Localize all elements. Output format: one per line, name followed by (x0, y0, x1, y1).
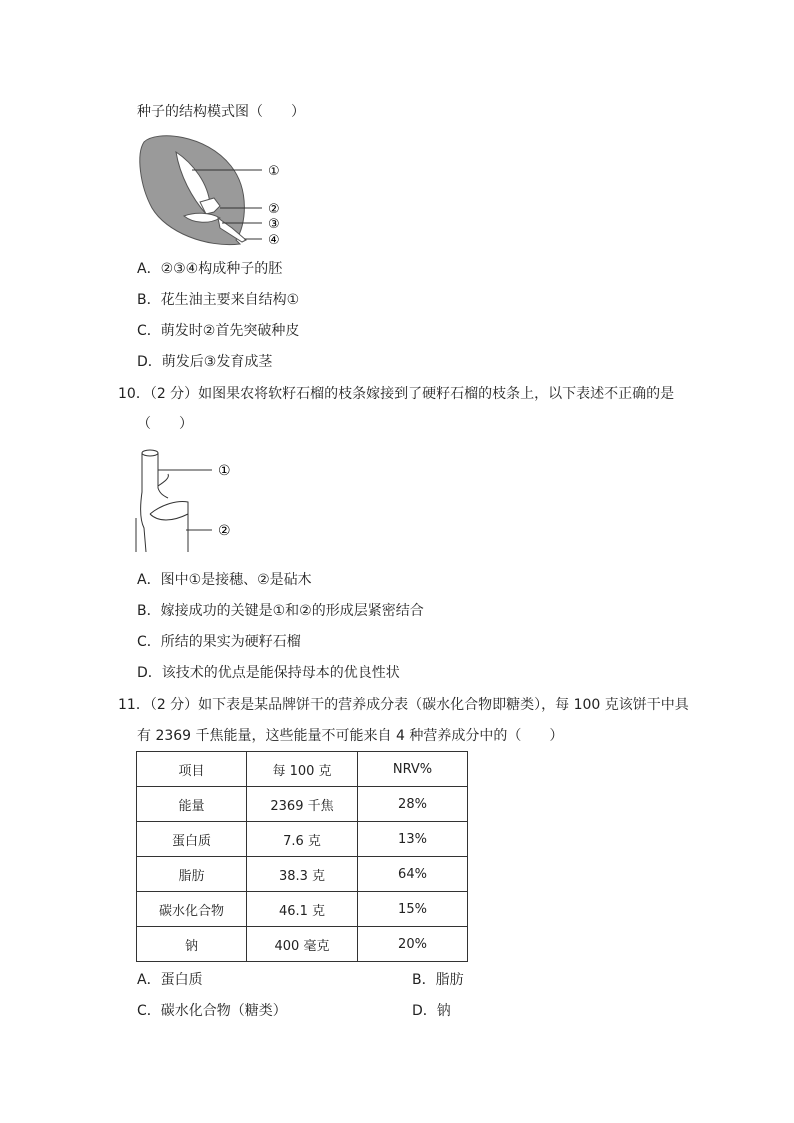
table-row (137, 927, 468, 962)
table-header-cell: NRV% (358, 752, 468, 787)
grafting-figure (128, 448, 240, 554)
seed-label-3: ③ (268, 217, 280, 232)
q11-option-c: C．碳水化合物（糖类） (137, 1003, 287, 1019)
seed-label-2: ② (268, 202, 280, 217)
table-cell: 13% (358, 822, 468, 857)
q9-option-a: A．②③④构成种子的胚 (137, 261, 283, 277)
q11-option-b: B．脂肪 (412, 972, 464, 988)
table-cell: 碳水化合物 (137, 892, 247, 927)
q11-stem-line2: 有 2369 千焦能量，这些能量不可能来自 4 种营养成分中的（ ） (137, 728, 564, 744)
table-row (137, 822, 468, 857)
graft-label-1: ① (218, 463, 231, 479)
table-header-cell: 每 100 克 (247, 752, 358, 787)
table-cell: 20% (358, 927, 468, 962)
table-cell: 46.1 克 (247, 892, 358, 927)
table-row (137, 787, 468, 822)
table-cell: 64% (358, 857, 468, 892)
table-cell: 28% (358, 787, 468, 822)
table-cell: 2369 千焦 (247, 787, 358, 822)
table-header-row (137, 752, 468, 787)
q9-option-d: D．萌发后③发育成茎 (137, 354, 273, 370)
q10-stem-line2: （ ） (137, 416, 193, 432)
q11-stem-line1: 11．（2 分）如下表是某品牌饼干的营养成分表（碳水化合物即糖类），每 100 克该饼干中具 (118, 697, 689, 713)
table-cell: 38.3 克 (247, 857, 358, 892)
seed-label-1: ① (268, 164, 280, 179)
table-cell: 400 毫克 (247, 927, 358, 962)
seed-label-4: ④ (268, 233, 280, 248)
nutrition-table (136, 751, 468, 962)
table-header-cell: 项目 (137, 752, 247, 787)
q10-option-a: A．图中①是接穗、②是砧木 (137, 572, 312, 588)
q11-option-a: A．蛋白质 (137, 972, 203, 988)
table-row (137, 892, 468, 927)
q10-option-b: B．嫁接成功的关键是①和②的形成层紧密结合 (137, 603, 424, 619)
table-cell: 脂肪 (137, 857, 247, 892)
q10-stem-line1: 10．（2 分）如图果农将软籽石榴的枝条嫁接到了硬籽石榴的枝条上，以下表述不正确的是 (118, 386, 675, 402)
q9-stem: 种子的结构模式图（ ） (137, 104, 305, 120)
table-cell: 蛋白质 (137, 822, 247, 857)
q11-option-d: D．钠 (412, 1003, 451, 1019)
graft-label-2: ② (218, 523, 231, 539)
table-cell: 15% (358, 892, 468, 927)
table-cell: 钠 (137, 927, 247, 962)
table-row (137, 857, 468, 892)
table-cell: 7.6 克 (247, 822, 358, 857)
q10-option-c: C．所结的果实为硬籽石榴 (137, 634, 301, 650)
q9-option-c: C．萌发时②首先突破种皮 (137, 323, 300, 339)
seed-structure-figure (136, 128, 296, 250)
table-cell: 能量 (137, 787, 247, 822)
q10-option-d: D．该技术的优点是能保持母本的优良性状 (137, 665, 400, 681)
q9-option-b: B．花生油主要来自结构① (137, 292, 300, 308)
